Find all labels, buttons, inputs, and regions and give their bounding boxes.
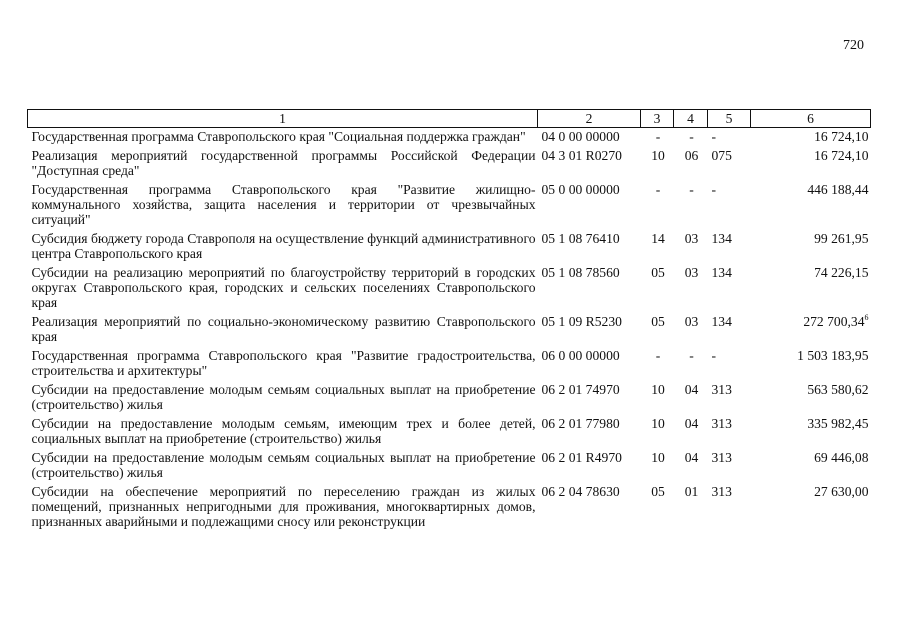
row-amount: 74 226,15 [814,265,869,280]
table-row [28,415,871,449]
row-amount: 69 446,08 [814,450,869,465]
row-section: 10 [651,382,665,397]
row-amount: 272 700,34 [803,314,865,329]
row-expense-type: 313 [711,416,732,431]
row-subsection: 04 [684,382,699,397]
row-section: - [655,348,661,363]
row-code: 06 2 01 77980 [541,416,620,431]
row-code: 06 2 01 74970 [541,382,620,397]
table-row [28,230,871,264]
row-subsection: 06 [684,148,699,163]
row-section: 14 [651,231,665,246]
row-name: Государственная программа Ставропольского края "Развитие градостроительства, строительства и архитектуры" [31,348,536,378]
row-name: Реализация мероприятий государственной программы Российской Федерации "Доступная среда" [31,148,536,178]
page-number: 720 [843,38,864,53]
column-header: 2 [538,110,641,128]
row-amount: 16 724,10 [814,148,869,163]
row-section: 10 [651,416,665,431]
row-section: - [655,182,661,197]
row-expense-type: - [711,129,717,144]
row-subsection: 04 [684,450,699,465]
row-subsection: - [689,182,694,197]
row-amount: 27 630,00 [814,484,869,499]
row-code: 05 1 08 76410 [541,231,620,246]
row-section: 10 [651,450,665,465]
row-expense-type: 313 [711,450,732,465]
row-name: Государственная программа Ставропольского края "Социальная поддержка граждан" [31,129,526,144]
row-code: 04 0 00 00000 [541,129,620,144]
column-header: 6 [751,110,871,128]
row-name: Субсидии на реализацию мероприятий по благоустройству территорий в городских округах Ставропольского края, городских и сельских поселениях Ставропольского края [31,265,536,310]
row-subsection: - [689,129,694,144]
table-row [28,181,871,230]
row-expense-type: 134 [711,314,732,329]
row-amount: 99 261,95 [814,231,869,246]
row-subsection: 04 [684,416,699,431]
footnote-marker: 6 [864,313,869,322]
row-name: Субсидии на предоставление молодым семьям социальных выплат на приобретение (строительство) жилья [31,450,536,480]
row-subsection: 01 [684,484,699,499]
row-expense-type: 313 [711,484,732,499]
row-section: 05 [651,265,665,280]
row-code: 06 2 01 R4970 [541,450,622,465]
column-header: 3 [641,110,674,128]
row-expense-type: 075 [711,148,732,163]
row-name: Субсидии на предоставление молодым семьям социальных выплат на приобретение (строительство) жилья [31,382,536,412]
table-row [28,381,871,415]
column-header: 5 [708,110,751,128]
row-code: 05 0 00 00000 [541,182,620,197]
row-section: 10 [651,148,665,163]
row-subsection: 03 [684,231,699,246]
table-row [28,347,871,381]
row-code: 05 1 08 78560 [541,265,620,280]
row-expense-type: - [711,182,717,197]
row-name: Субсидия бюджету города Ставрополя на осуществление функций административного центра Ставропольского края [31,231,536,261]
row-subsection: - [689,348,694,363]
row-amount: 335 982,45 [807,416,869,431]
column-header: 1 [28,110,538,128]
table-row [28,147,871,181]
row-code: 06 0 00 00000 [541,348,620,363]
row-name: Субсидии на предоставление молодым семьям, имеющим трех и более детей, социальных выплат на приобретение (строительство) жилья [31,416,536,446]
table-row [28,449,871,483]
row-code: 06 2 04 78630 [541,484,620,499]
header-row [28,110,871,128]
row-expense-type: 313 [711,382,732,397]
table-row [28,264,871,313]
row-subsection: 03 [684,314,699,329]
table-row [28,483,871,532]
row-subsection: 03 [684,265,699,280]
row-section: 05 [651,484,665,499]
row-amount: 563 580,62 [807,382,869,397]
row-name: Субсидии на обеспечение мероприятий по переселению граждан из жилых помещений, признанных непригодными для проживания, многоквартирных домов, признанных аварийными и подлежащими сносу или реконструкции [31,484,536,529]
row-name: Государственная программа Ставропольского края "Развитие жилищно-коммунального хозяйства, защита населения и территории от чрезвычайных ситуаций" [31,182,536,227]
row-section: 05 [651,314,665,329]
row-amount: 1 503 183,95 [797,348,869,363]
row-code: 05 1 09 R5230 [541,314,622,329]
budget-table [27,109,871,532]
row-code: 04 3 01 R0270 [541,148,622,163]
row-section: - [655,129,661,144]
row-amount: 16 724,10 [814,129,869,144]
table-row [28,128,871,148]
column-header: 4 [674,110,708,128]
row-name: Реализация мероприятий по социально-экономическому развитию Ставропольского края [31,314,536,344]
row-amount: 446 188,44 [807,182,869,197]
table-row [28,313,871,347]
row-expense-type: 134 [711,231,732,246]
row-expense-type: 134 [711,265,732,280]
row-expense-type: - [711,348,717,363]
